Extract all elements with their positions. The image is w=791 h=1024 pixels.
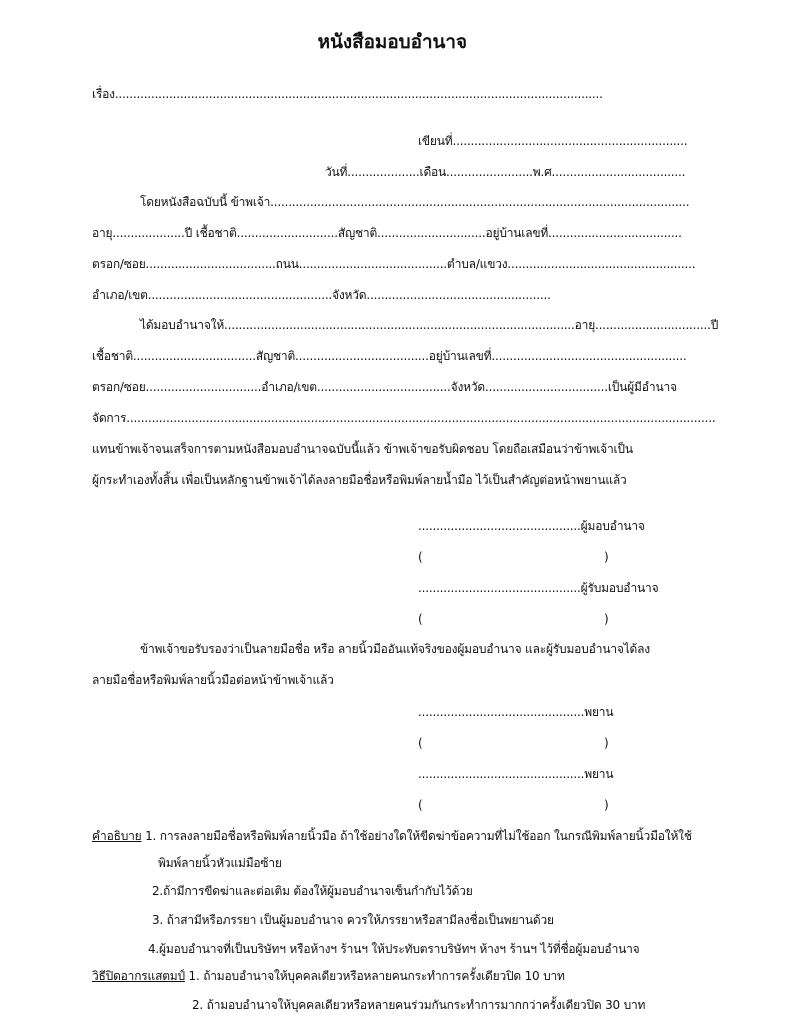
grantor-district-line: อำเภอ/เขต...................................................จังหวัด...................................................: [92, 288, 551, 302]
note-item-1-continued: พิมพ์ลายนิ้วหัวแม่มือซ้าย: [158, 856, 282, 870]
grantor-paren-close: ): [604, 550, 609, 564]
certification-text-line-2: ลายมือชื่อหรือพิมพ์ลายนิ้วมือต่อหน้าข้าพเจ้าแล้ว: [92, 673, 334, 687]
grantee-paren-open: (: [418, 612, 423, 626]
witness-1-paren-open: (: [418, 736, 423, 750]
grantee-name-line: ได้มอบอำนาจให้.................................................................................................อายุ................................ปี: [140, 318, 719, 332]
note-item-2: 2.ถ้ามีการขีดฆ่าและต่อเติม ต้องให้ผู้มอบอำนาจเซ็นกำกับไว้ด้วย: [152, 884, 473, 898]
note-item-4: 4.ผู้มอบอำนาจที่เป็นบริษัทฯ หรือห้างฯ ร้านฯ ให้ประทับตราบริษัทฯ ห้างฯ ร้านฯ ไว้ที่ชื่อผู้มอบอำนาจ: [148, 942, 640, 956]
subject-line: เรื่อง.......................................................................................................................................: [92, 87, 603, 101]
witness-1-signature-line: ..............................................พยาน: [418, 705, 614, 719]
certification-text-line-1: ข้าพเจ้าขอรับรองว่าเป็นลายมือชื่อ หรือ ลายนิ้วมืออันแท้จริงของผู้มอบอำนาจ และผู้รับมอบอำนาจได้ลง: [140, 642, 650, 656]
grantor-name-line: โดยหนังสือฉบับนี้ ข้าพเจ้า....................................................................................................................: [140, 195, 690, 209]
liability-text-line-2: ผู้กระทำเองทั้งสิ้น เพื่อเป็นหลักฐานข้าพเจ้าได้ลงลายมือชื่อหรือพิมพ์ลายน้ำมือ ไว้เป็นสำคัญต่อหน้าพยานแล้ว: [92, 473, 627, 487]
grantor-signature-line: .............................................ผู้มอบอำนาจ: [418, 519, 645, 533]
grantor-address-line: ตรอก/ซอย....................................ถนน.........................................ตำบล/แขวง....................................................: [92, 257, 696, 271]
witness-2-paren-close: ): [604, 798, 609, 812]
witness-2-paren-open: (: [418, 798, 423, 812]
manage-line: จัดการ...................................................................................................................................................................: [92, 411, 716, 425]
grantee-signature-line: .............................................ผู้รับมอบอำนาจ: [418, 581, 659, 595]
grantee-paren-close: ): [604, 612, 609, 626]
date-line: วันที่....................เดือน........................พ.ศ.....................................: [325, 165, 686, 179]
witness-2-signature-line: ..............................................พยาน: [418, 767, 614, 781]
note-item-1: 1. การลงลายมือชื่อหรือพิมพ์ลายนิ้วมือ ถ้าใช้อย่างใดให้ขีดฆ่าข้อความที่ไม่ใช้ออก ในกรณีพิมพ์ลายนิ้วมือให้ใช้: [141, 829, 692, 843]
document-title: หนังสือมอบอำนาจ: [317, 31, 468, 53]
grantor-age-nationality-line: อายุ....................ปี เชื้อชาติ............................สัญชาติ..............................อยู่บ้านเลขที่.....................................: [92, 226, 682, 240]
note-item-3: 3. ถ้าสามีหรือภรรยา เป็นผู้มอบอำนาจ ควรให้ภรรยาหรือสามีลงชื่อเป็นพยานด้วย: [152, 913, 554, 927]
witness-1-paren-close: ): [604, 736, 609, 750]
liability-text-line-1: แทนข้าพเจ้าจนเสร็จการตามหนังสือมอบอำนาจฉบับนี้แล้ว ข้าพเจ้าขอรับผิดชอบ โดยถือเสมือนว่าข้าพเจ้าเป็น: [92, 442, 633, 456]
grantee-address-line: ตรอก/ซอย................................อำเภอ/เขต.....................................จังหวัด..................................เป็นผู้มีอำนาจ: [92, 380, 677, 394]
grantee-nationality-line: เชื้อชาติ..................................สัญชาติ.....................................อยู่บ้านเลขที่......................................................: [92, 349, 687, 363]
notes-line-1: [92, 828, 692, 844]
grantor-paren-open: (: [418, 550, 423, 564]
stamp-heading: วิธีปิดอากรแสตมป์: [92, 969, 185, 983]
stamp-line-1: [92, 968, 565, 984]
stamp-item-1: 1. ถ้ามอบอำนาจให้บุคคลเดียวหรือหลายคนกระทำการครั้งเดียวปิด 10 บาท: [184, 969, 565, 983]
stamp-item-2: 2. ถ้ามอบอำนาจให้บุคคลเดียวหรือหลายคนร่วมกันกระทำการมากกว่าครั้งเดียวปิด 30 บาท: [192, 998, 646, 1012]
notes-heading: คำอธิบาย: [92, 829, 142, 843]
written-at-line: เขียนที่.................................................................: [418, 134, 688, 148]
